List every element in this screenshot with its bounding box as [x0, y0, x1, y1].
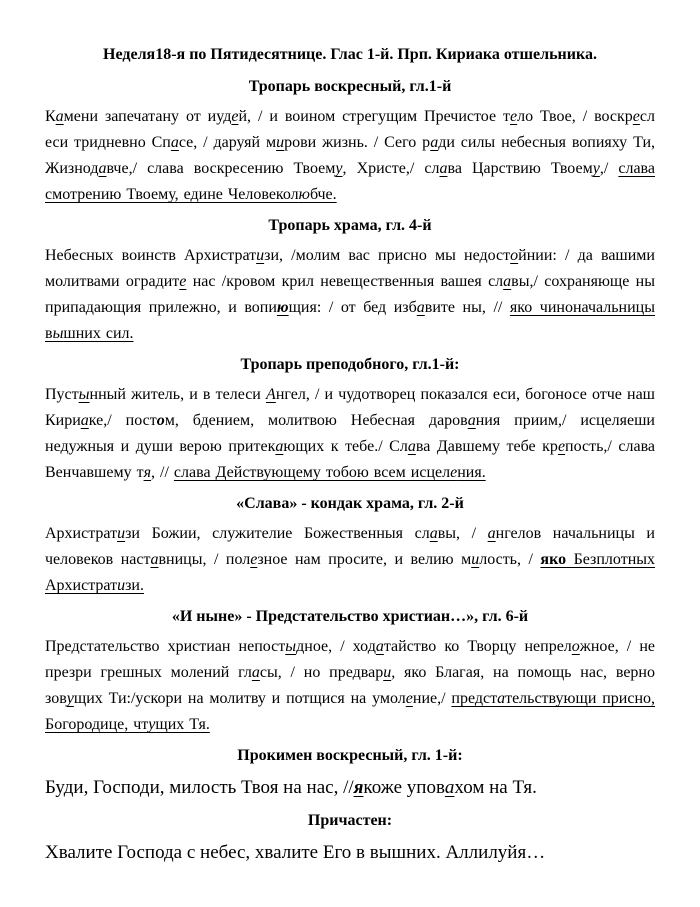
section-text-kontakion-temple: Архистратизи Божии, служителие Божественныя славы, / ангелов начальницы и человеков наставницы, / полезное нам просите, и велию милость, / яко Безплотных Архистратизи. [45, 525, 656, 594]
document-title: Неделя18-я по Пятидесятнице. Глас 1-й. Прп. Кириака отшельника. [103, 46, 597, 63]
section-heading-troparion-temple: Тропарь храма, гл. 4-й [268, 217, 432, 234]
section-text-prokeimenon: Буди, Господи, милость Твоя на нас, //якоже уповахом на Тя. [45, 777, 537, 798]
section-prokeimenon [45, 745, 655, 803]
section-heading-troparion-venerable: Тропарь преподобного, гл.1-й: [240, 356, 460, 373]
section-heading-theotokion: «И ныне» - Предстательство христиан…», гл. 6-й [171, 608, 529, 625]
section-kontakion-temple [45, 493, 655, 599]
section-communion-hymn [45, 810, 655, 868]
section-heading-troparion-sunday: Тропарь воскресный, гл.1-й [248, 78, 452, 95]
section-text-troparion-venerable: Пустынный житель, и в телеси Ангел, / и чудотворец показался еси, богоносе отче наш Кириаке,/ постом, бдением, молитвою Небесная дарования приим,/ исцеляеши недужныя и души верою притекающих к тебе./ Слава Давшему тебе крепость,/ слава Венчавшему тя, // слава Действующему тобою всем исцеления. [45, 386, 656, 481]
section-text-communion-hymn: Хвалите Господа с небес, хвалите Его в вышних. Аллилуйя… [45, 842, 546, 863]
section-troparion-venerable [45, 354, 655, 486]
section-heading-communion-hymn: Причастен: [307, 812, 393, 829]
section-troparion-temple [45, 215, 655, 347]
section-theotokion [45, 606, 655, 738]
section-heading-kontakion-temple: «Слава» - кондак храма, гл. 2-й [236, 495, 464, 512]
section-text-troparion-temple: Небесных воинств Архистратизи, /молим вас присно мы недостойнии: / да вашими молитвами оградите нас /кровом крил невещественныя вашея славы,/ сохраняюще ны припадающия прилежно, и вопиющия: / от бед избавите ны, // яко чиноначальницы вышних сил. [45, 247, 655, 342]
section-text-troparion-sunday: Камени запечатану от иудей, / и воином стрегущим Пречистое тело Твое, / воскресл еси тридневно Спасе, / даруяй мирови жизнь. / Сего ради силы небесныя вопияху Ти, Жизнодавче,/ слава воскресению Твоему, Христе,/ слава Царствию Твоему,/ слава смотрению Твоему, едине Человеколюбче. [45, 108, 656, 203]
section-troparion-sunday [45, 76, 655, 208]
section-text-theotokion: Предстательство христиан непостыдное, / ходатайство ко Творцу непреложное, / не презри грешных молений гласы, / но предвари, яко Благая, на помощь нас, верно зовущих Ти:/ускори на молитву и потщися на умоление,/ предстательствующи присно, Богородице, чтущих Тя. [45, 638, 656, 733]
section-heading-prokeimenon: Прокимен воскресный, гл. 1-й: [237, 747, 463, 764]
